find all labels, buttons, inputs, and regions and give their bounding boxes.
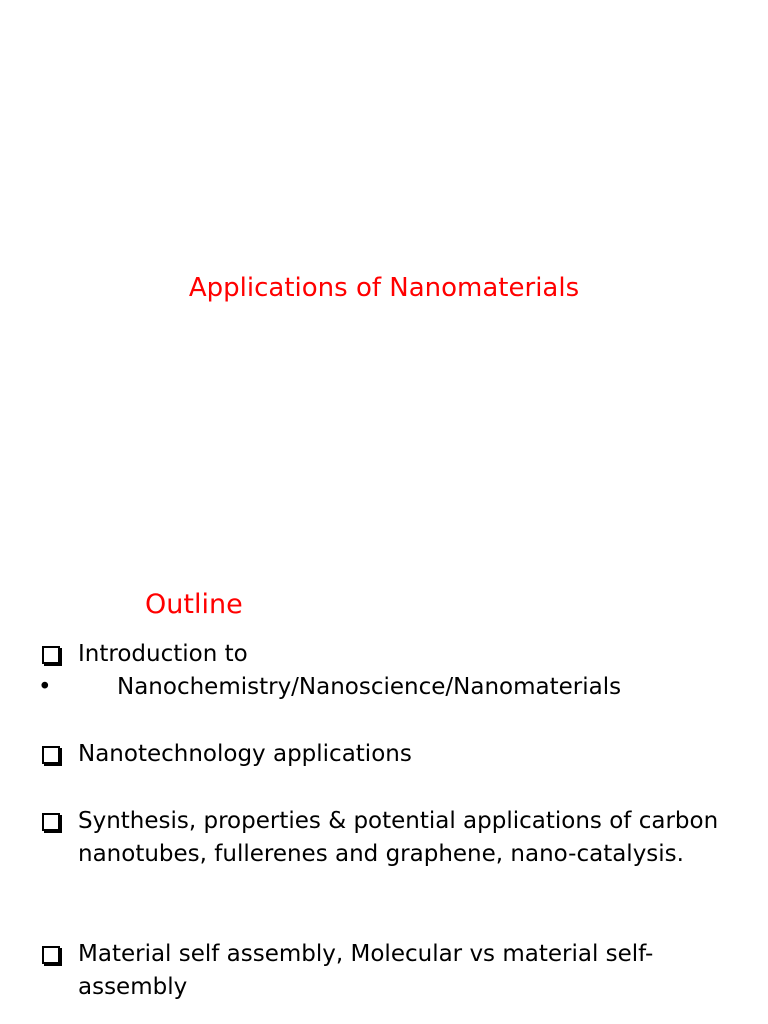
outline-item-introduction <box>40 638 740 671</box>
outline-heading: Outline <box>145 589 243 620</box>
outline-item-text: Nanotechnology applications <box>78 741 412 767</box>
checkbox-bullet-icon <box>42 746 60 764</box>
checkbox-bullet-icon <box>42 946 60 964</box>
outline-item-text: Introduction to <box>78 641 248 667</box>
bullet-dot-icon: • <box>38 674 52 700</box>
outline-item-nanotechnology <box>40 738 740 771</box>
checkbox-bullet-icon <box>42 813 60 831</box>
slide-title: Applications of Nanomaterials <box>188 273 580 303</box>
outline-item-synthesis <box>40 805 740 871</box>
checkbox-bullet-icon <box>42 646 60 664</box>
outline-subitem-text: Nanochemistry/Nanoscience/Nanomaterials <box>117 674 622 700</box>
outline-subitem-nanochemistry <box>38 671 621 704</box>
outline-item-text: Material self assembly, Molecular vs material self-assembly <box>78 941 654 1000</box>
outline-item-self-assembly <box>40 938 740 1004</box>
outline-item-text: Synthesis, properties & potential applications of carbon nanotubes, fullerenes and graphene, nano-catalysis. <box>78 808 719 867</box>
